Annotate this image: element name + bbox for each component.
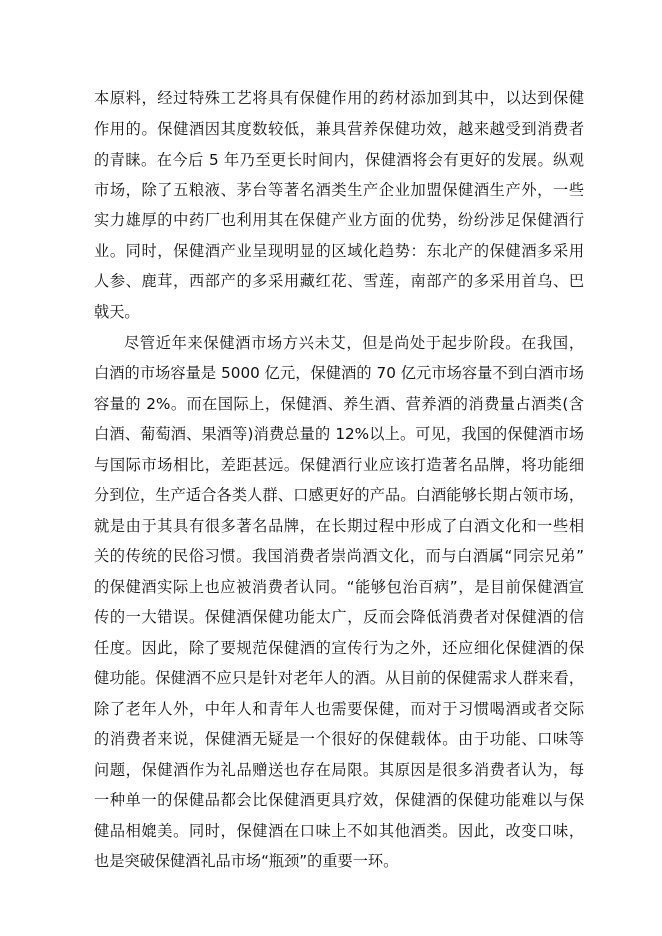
paragraph-2-line-14: 的消费者来说，保健酒无疑是一个很好的保健载体。由于功能、口味等 xyxy=(94,730,584,748)
paragraph-2-line-6: 分到位，生产适合各类人群、口感更好的产品。白酒能够长期占领市场， xyxy=(94,486,584,504)
paragraph-1-line-7: 人参、鹿茸，西部产的多采用藏红花、雪莲，南部产的多采用首乌、巴 xyxy=(94,272,584,290)
paragraph-2-line-5: 与国际市场相比，差距甚远。保健酒行业应该打造著名品牌，将功能细 xyxy=(94,456,584,474)
paragraph-2-line-9: 的保健酒实际上也应被消费者认同。“能够包治百病”，是目前保健酒宣 xyxy=(94,578,584,596)
paragraph-1-line-4: 市场，除了五粮液、茅台等著名酒类生产企业加盟保健酒生产外，一些 xyxy=(94,181,584,199)
paragraph-2-line-11: 任度。因此，除了要规范保健酒的宣传行为之外，还应细化保健酒的保 xyxy=(94,639,584,657)
paragraph-1-line-5: 实力雄厚的中药厂也利用其在保健产业方面的优势，纷纷涉足保健酒行 xyxy=(94,211,584,229)
paragraph-2-line-12: 健功能。保健酒不应只是针对老年人的酒。从目前的保健需求人群来看， xyxy=(94,669,584,687)
paragraph-2-line-18: 也是突破保健酒礼品市场“瓶颈”的重要一环。 xyxy=(94,852,399,870)
paragraph-1-line-8: 戟天。 xyxy=(94,303,140,321)
paragraph-2-line-10: 传的一大错误。保健酒保健功能太广，反而会降低消费者对保健酒的信 xyxy=(94,608,584,626)
paragraph-1-line-2: 作用的。保健酒因其度数较低，兼具营养保健功效，越来越受到消费者 xyxy=(94,120,584,138)
paragraph-2-line-17: 健品相媲美。同时，保健酒在口味上不如其他酒类。因此，改变口味， xyxy=(94,822,584,840)
paragraph-2-line-1: 尽管近年来保健酒市场方兴未艾，但是尚处于起步阶段。在我国， xyxy=(124,334,584,352)
paragraph-2-line-8: 关的传统的民俗习惯。我国消费者崇尚酒文化，而与白酒属“同宗兄弟” xyxy=(94,547,584,565)
paragraph-2-line-2: 白酒的市场容量是 5000 亿元，保健酒的 70 亿元市场容量不到白酒市场 xyxy=(94,364,584,382)
paragraph-2-line-3: 容量的 2%。而在国际上，保健酒、养生酒、营养酒的消费量占酒类(含 xyxy=(94,395,584,413)
paragraph-2-line-4: 白酒、葡萄酒、果酒等)消费总量的 12%以上。可见，我国的保健酒市场 xyxy=(94,425,584,443)
paragraph-1-line-1: 本原料，经过特殊工艺将具有保健作用的药材添加到其中，以达到保健 xyxy=(94,89,584,107)
paragraph-2-line-7: 就是由于其具有很多著名品牌，在长期过程中形成了白酒文化和一些相 xyxy=(94,517,584,535)
paragraph-2-line-13: 除了老年人外，中年人和青年人也需要保健，而对于习惯喝酒或者交际 xyxy=(94,700,584,718)
paragraph-1-line-6: 业。同时，保健酒产业呈现明显的区域化趋势：东北产的保健酒多采用 xyxy=(94,242,584,260)
paragraph-1-line-3: 的青睐。在今后 5 年乃至更长时间内，保健酒将会有更好的发展。纵观 xyxy=(94,151,584,169)
paragraph-2-line-15: 问题，保健酒作为礼品赠送也存在局限。其原因是很多消费者认为，每 xyxy=(94,761,584,779)
paragraph-2-line-16: 一种单一的保健品都会比保健酒更具疗效，保健酒的保健功能难以与保 xyxy=(94,791,584,809)
